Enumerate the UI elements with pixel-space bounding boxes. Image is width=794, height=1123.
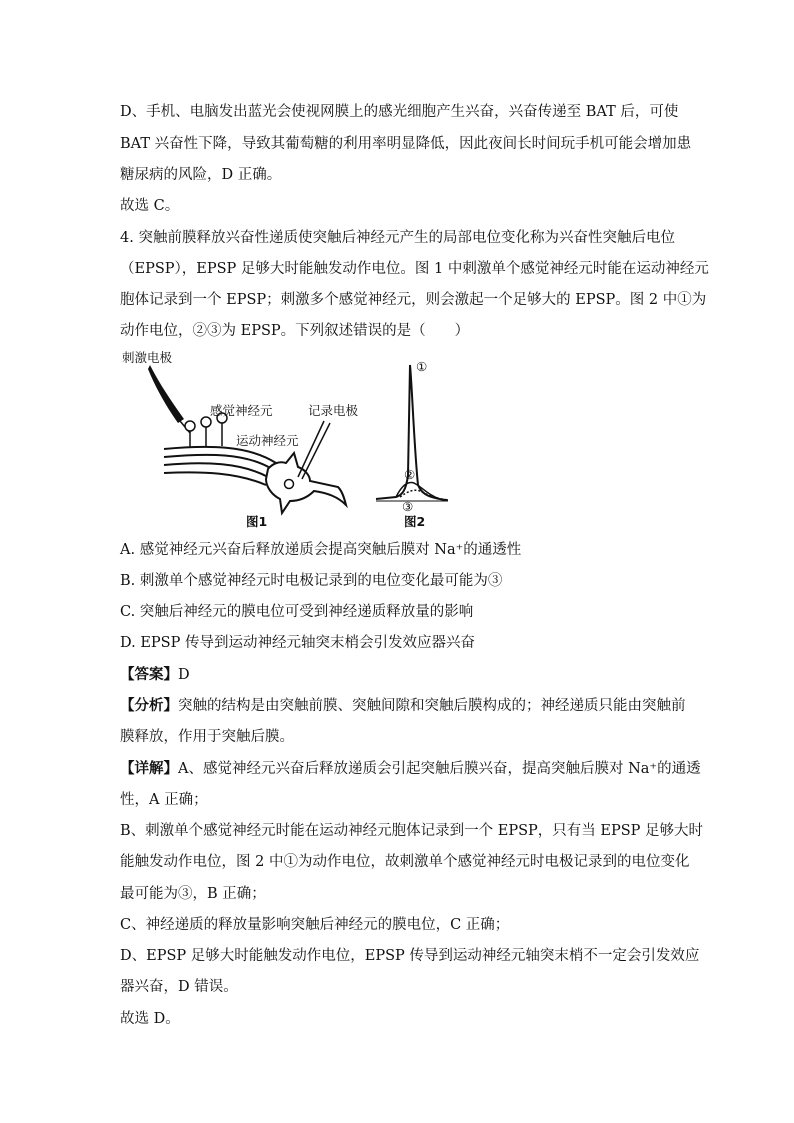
detail-a-line1 — [120, 759, 701, 779]
question-line1: 4. 突触前膜释放兴奋性递质使突触后神经元产生的局部电位变化称为兴奋性突触后电位 — [120, 230, 675, 246]
analysis-line1 — [120, 696, 686, 716]
mark-1: ① — [416, 359, 428, 374]
mark-3: ③ — [402, 499, 414, 514]
prev-answer-d-line3: 糖尿病的风险，D 正确。 — [120, 167, 282, 183]
caption-figure-2: 图2 — [404, 514, 426, 529]
question-line3: 胞体记录到一个 EPSP；刺激多个感觉神经元，则会激起一个足够大的 EPSP。图 2 中①为 — [120, 292, 707, 308]
detail-d-line1: D、EPSP 足够大时能触发动作电位，EPSP 传导到运动神经元轴突末梢不一定会引发效应 — [120, 948, 700, 964]
label-sensory-neuron: 感觉神经元 — [210, 403, 273, 418]
option-d: D. EPSP 传导到运动神经元轴突末梢会引发效应器兴奋 — [120, 635, 475, 651]
detail-tag: 【详解】 — [120, 760, 178, 777]
stimulating-electrode — [148, 365, 190, 433]
prev-answer-d-line2: BAT 兴奋性下降，导致其葡萄糖的利用率明显降低，因此夜间长时间玩手机可能会增加患 — [120, 136, 692, 152]
detail-b-line1: B、刺激单个感觉神经元时能在运动神经元胞体记录到一个 EPSP，只有当 EPSP 足够大时 — [120, 823, 704, 839]
detail-b-line3: 最可能为③，B 正确； — [120, 886, 266, 902]
label-recording-electrode: 记录电极 — [308, 403, 359, 418]
answer-tag: 【答案】 — [120, 666, 178, 683]
analysis-text-1: 突触的结构是由突触前膜、突触间隙和突触后膜构成的；神经递质只能由突触前 — [178, 698, 686, 714]
question-line2: （EPSP），EPSP 足够大时能触发动作电位。图 1 中刺激单个感觉神经元时能在运动神经元 — [120, 261, 709, 277]
prev-answer-d-line1: D、手机、电脑发出蓝光会使视网膜上的感光细胞产生兴奋，兴奋传递至 BAT 后，可使 — [120, 104, 679, 120]
detail-c-line1: C、神经递质的释放量影响突触后神经元的膜电位，C 正确； — [120, 917, 510, 933]
sensory-neurons — [185, 413, 227, 448]
answer-line — [120, 665, 680, 685]
detail-choice: 故选 D。 — [120, 1011, 180, 1027]
question-line4: 动作电位，②③为 EPSP。下列叙述错误的是（ ） — [120, 323, 470, 339]
analysis-tag: 【分析】 — [120, 697, 178, 714]
nerve-fibers — [164, 447, 276, 485]
neuron-figure — [118, 345, 448, 535]
detail-a-line2: 性，A 正确； — [120, 792, 208, 808]
mark-2: ② — [404, 467, 416, 482]
caption-figure-1: 图1 — [246, 514, 268, 529]
detail-d-line2: 器兴奋，D 错误。 — [120, 979, 238, 995]
detail-b-line2: 能触发动作电位，图 2 中①为动作电位，故刺激单个感觉神经元时电极记录到的电位变化 — [120, 854, 690, 870]
analysis-line2: 膜释放，作用于突触后膜。 — [120, 729, 294, 745]
option-b: B. 刺激单个感觉神经元时电极记录到的电位变化最可能为③ — [120, 573, 503, 589]
label-motor-neuron: 运动神经元 — [236, 433, 299, 448]
detail-a-text-1: A、感觉神经元兴奋后释放递质会引起突触后膜兴奋，提高突触后膜对 Na⁺的通透 — [178, 761, 701, 777]
option-c: C. 突触后神经元的膜电位可受到神经递质释放量的影响 — [120, 604, 474, 620]
label-stimulating-electrode: 刺激电极 — [122, 350, 173, 365]
prev-answer-choice: 故选 C。 — [120, 198, 180, 214]
option-a: A. 感觉神经元兴奋后释放递质会提高突触后膜对 Na⁺的通透性 — [120, 542, 522, 558]
motor-neuron — [266, 453, 346, 513]
answer-value: D — [178, 667, 190, 683]
